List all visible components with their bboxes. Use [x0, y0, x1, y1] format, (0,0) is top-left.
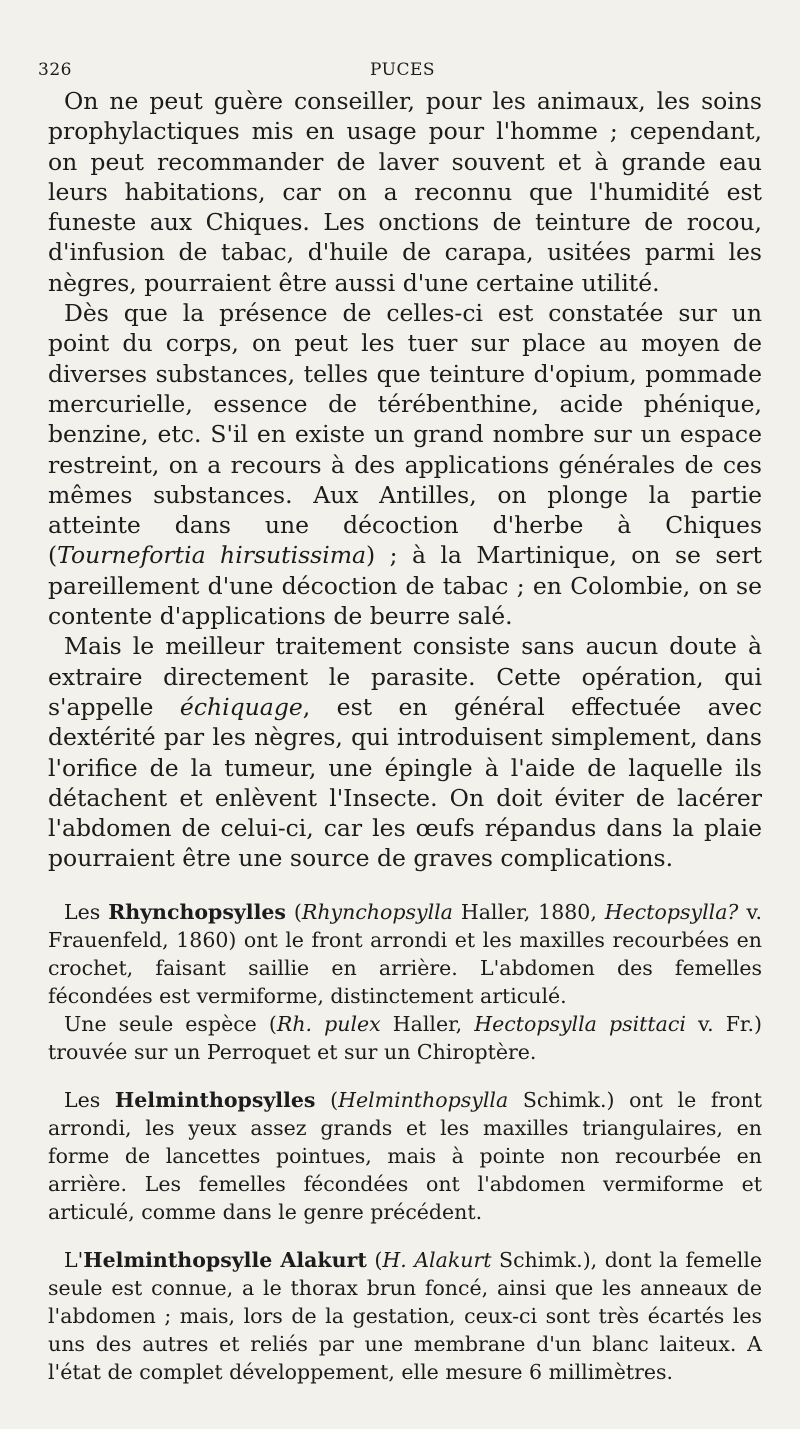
paragraph: [48, 298, 762, 631]
text-run: On ne peut guère conseiller, pour les animaux, les soins prophylactiques mis en usage pour l'homme ; cependant, on peut recommander de laver souvent et à grande eau leurs habitations, car on a reconnu que l'humidité est funeste aux Chiques. Les onctions de teinture de rocou, d'infusion de tabac, d'huile de carapa, usitées parmi les nègres, pourraient être aussi d'une certaine utilité.: [48, 87, 762, 297]
italic-text: échiquage: [179, 692, 303, 721]
text-run: (: [315, 1087, 339, 1112]
text-run: Haller, 1880,: [452, 899, 605, 924]
paragraph: [48, 631, 762, 873]
bold-term: Helminthopsylles: [114, 1087, 316, 1112]
page-number: 326: [38, 60, 72, 80]
description-block: [48, 1086, 762, 1226]
text-run: Mais le meilleur traitement consiste sans aucun doute à extraire directement le parasite. Cette opération, qui s'appelle: [48, 632, 762, 721]
italic-text: Hectopsylla psittaci: [474, 1011, 686, 1036]
main-text: [48, 86, 762, 874]
bold-term: Rhynchopsylles: [108, 899, 286, 924]
genus-descriptions: [48, 898, 762, 1386]
running-head: [38, 52, 762, 86]
bold-term: Helminthopsylle Alakurt: [83, 1247, 367, 1272]
description-paragraph: [48, 898, 762, 1010]
text-run: Les: [64, 899, 109, 924]
text-run: Haller,: [380, 1011, 475, 1036]
italic-text: Tournefortia hirsutissima: [57, 541, 367, 570]
description-paragraph: [48, 1246, 762, 1386]
italic-text: H. Alakurt: [382, 1247, 492, 1272]
running-title: PUCES: [370, 60, 436, 80]
text-run: Dès que la présence de celles-ci est constatée sur un point du corps, on peut les tuer sur place au moyen de diverses substances, telles que teinture d'opium, pommade mercurielle, essence de térébenthine, acide phénique, benzine, etc. S'il en existe un grand nombre sur un espace restreint, on a recours à des applications générales de ces mêmes substances. Aux Antilles, on plonge la partie atteinte dans une décoction d'herbe à Chiques (: [48, 299, 762, 570]
text-run: (: [366, 1247, 383, 1272]
text-run: L': [64, 1247, 84, 1272]
italic-text: Hectopsylla?: [604, 899, 739, 924]
description-block: [48, 1246, 762, 1386]
text-run: Une seule espèce (: [64, 1011, 277, 1036]
text-run: v. Frauenfeld, 1860) ont le front arrondi et les maxilles recourbées en crochet, faisant saillie en arrière. L'abdomen des femelles fécondées est vermiforme, distinctement articulé.: [48, 899, 762, 1008]
text-run: Schimk.), dont la femelle seule est connue, a le thorax brun foncé, ainsi que les anneaux de l'abdomen ; mais, lors de la gestation, ceux-ci sont très écartés les uns des autres et reliés par une membrane d'un blanc laiteux. A l'état de complet développement, elle mesure 6 millimètres.: [48, 1247, 763, 1384]
italic-text: Rh. pulex: [276, 1011, 381, 1036]
text-run: Schimk.) ont le front arrondi, les yeux assez grands et les maxilles triangulaires, en forme de lancettes pointues, mais à pointe non recourbée en arrière. Les femelles fécondées ont l'abdomen vermiforme et articulé, comme dans le genre précédent.: [48, 1087, 762, 1224]
description-block: [48, 898, 762, 1066]
italic-text: Helminthopsylla: [338, 1087, 509, 1112]
text-run: (: [285, 899, 302, 924]
text-run: Les: [64, 1087, 115, 1112]
paragraph: [48, 86, 762, 298]
italic-text: Rhynchopsylla: [301, 899, 453, 924]
description-paragraph: [48, 1010, 762, 1066]
text-run: ) ; à la Martinique, on se sert pareillement d'une décoction de tabac ; en Colombie, on se contente d'applications de beurre salé.: [48, 541, 762, 631]
text-run: v. Fr.) trouvée sur un Perroquet et sur un Chiroptère.: [48, 1011, 762, 1064]
description-paragraph: [48, 1086, 762, 1226]
text-run: , est en général effectuée avec dextérité par les nègres, qui introduisent simplement, dans l'orifice de la tumeur, une épingle à l'aide de laquelle ils détachent et enlèvent l'Insecte. On doit éviter de lacérer l'abdomen de celui-ci, car les œufs répandus dans la plaie pourraient être une source de graves complications.: [48, 692, 763, 873]
